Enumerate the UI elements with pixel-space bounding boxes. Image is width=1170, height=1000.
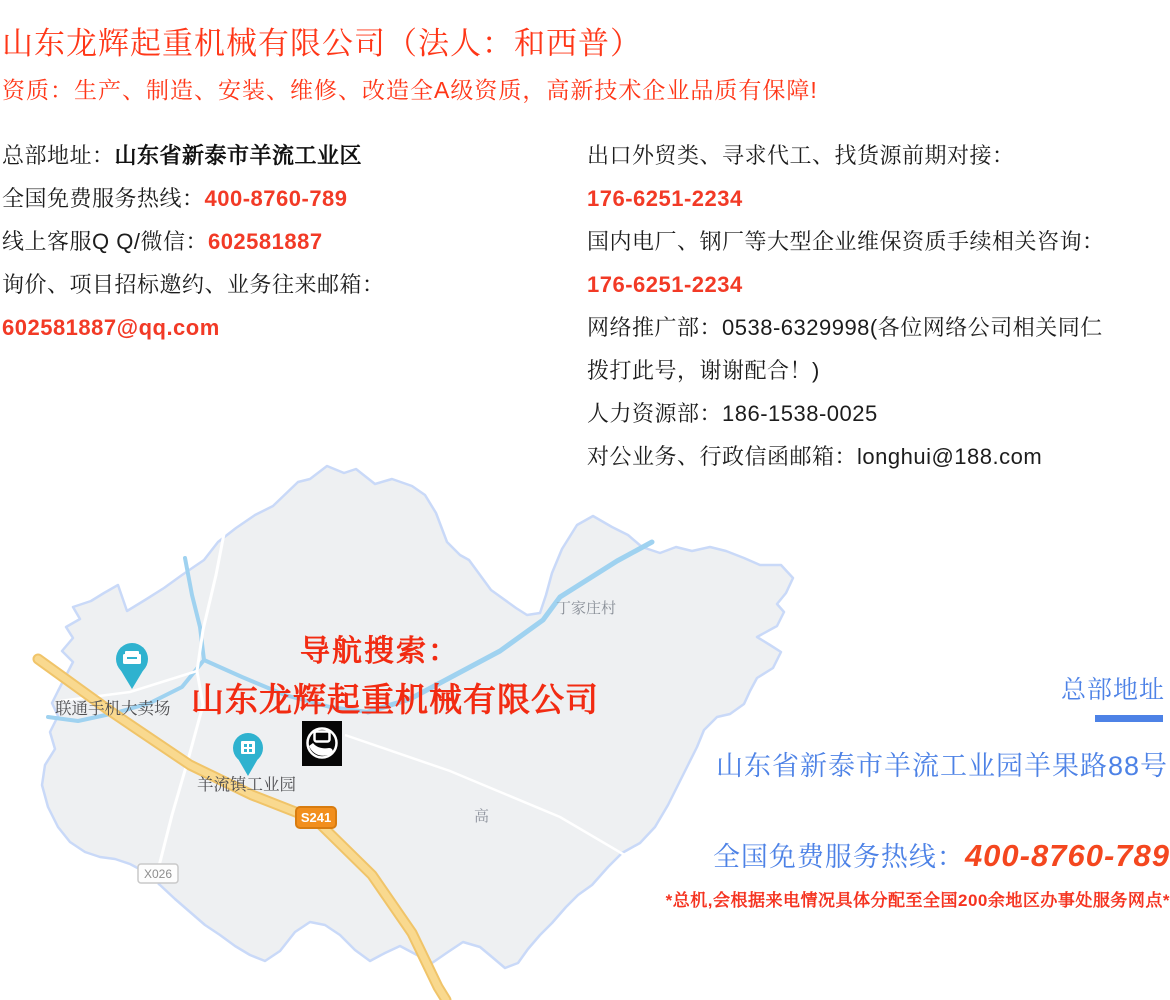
export-phone-row <box>587 177 1170 220</box>
store-label: 联通手机大卖场 <box>55 700 171 718</box>
corporate-mail-line: 对公业务、行政信函邮箱：longhui@188.com <box>587 444 1043 469</box>
svg-text:X026: X026 <box>143 867 173 881</box>
map-canvas <box>0 455 820 1000</box>
marketing-line1: 网络推广部：0538-6329998(各位网络公司相关同仁 <box>587 315 1103 340</box>
hq-footnote: *总机,会根据来电情况具体分配至全国200余地区办事处服务网点* <box>665 891 1170 910</box>
maintenance-label-row: 国内电厂、钢厂等大型企业维保资质手续相关咨询： <box>587 229 1105 254</box>
hq-address-row <box>2 134 562 177</box>
page-subtitle: 资质：生产、制造、安装、维修、改造全A级资质，高新技术企业品质有保障! <box>2 77 818 103</box>
hq-full-address: 山东省新泰市羊流工业园羊果路88号 <box>715 751 1168 781</box>
hq-address-label: 总部地址： <box>2 143 115 168</box>
hq-heading-underline <box>1095 715 1163 722</box>
hq-section-heading: 总部地址 <box>1060 676 1165 704</box>
maintenance-phone: 176-6251-2234 <box>587 272 743 297</box>
qq-wechat-label: 线上客服Q Q/微信： <box>2 229 208 254</box>
hq-address-value: 山东省新泰市羊流工业区 <box>114 143 363 168</box>
hotline-number: 400-8760-789 <box>204 186 348 211</box>
contact-left-column <box>2 134 562 349</box>
partial-label: 高 <box>474 808 490 825</box>
export-label-row: 出口外贸类、寻求代工、找货源前期对接： <box>587 143 1015 168</box>
map-overlay-nav-search: 导航搜索： <box>300 635 460 668</box>
map-overlay-company-name: 山东龙辉起重机械有限公司 <box>191 681 599 718</box>
qq-wechat-row <box>2 220 562 263</box>
email-address: 602581887@qq.com <box>2 315 220 340</box>
location-map <box>0 455 820 1000</box>
hq-hotline-number: 400-8760-789 <box>964 838 1170 873</box>
contact-right-column <box>587 134 1170 478</box>
email-label: 询价、项目招标邀约、业务往来邮箱： <box>2 272 385 297</box>
svg-text:S241: S241 <box>300 810 332 825</box>
qq-number: 602581887 <box>207 229 323 254</box>
village-label: 丁家庄村 <box>556 600 617 617</box>
hotline-label: 全国免费服务热线： <box>2 186 205 211</box>
page-title: 山东龙辉起重机械有限公司（法人：和西普） <box>2 26 642 61</box>
company-logo <box>302 721 342 766</box>
email-value-row <box>2 306 562 349</box>
hq-hotline-row <box>713 835 1170 874</box>
road-badge-x026 <box>138 864 178 883</box>
hr-line: 人力资源部：186-1538-0025 <box>587 401 878 426</box>
marketing-line2: 拨打此号，谢谢配合！) <box>587 358 820 383</box>
maintenance-phone-row <box>587 263 1170 306</box>
export-phone: 176-6251-2234 <box>587 186 743 211</box>
hq-hotline-label: 全国免费服务热线： <box>712 842 965 872</box>
email-label-row <box>2 263 562 306</box>
park-label: 羊流镇工业园 <box>197 776 296 794</box>
hotline-row <box>2 177 562 220</box>
road-badge-s241 <box>296 807 336 828</box>
